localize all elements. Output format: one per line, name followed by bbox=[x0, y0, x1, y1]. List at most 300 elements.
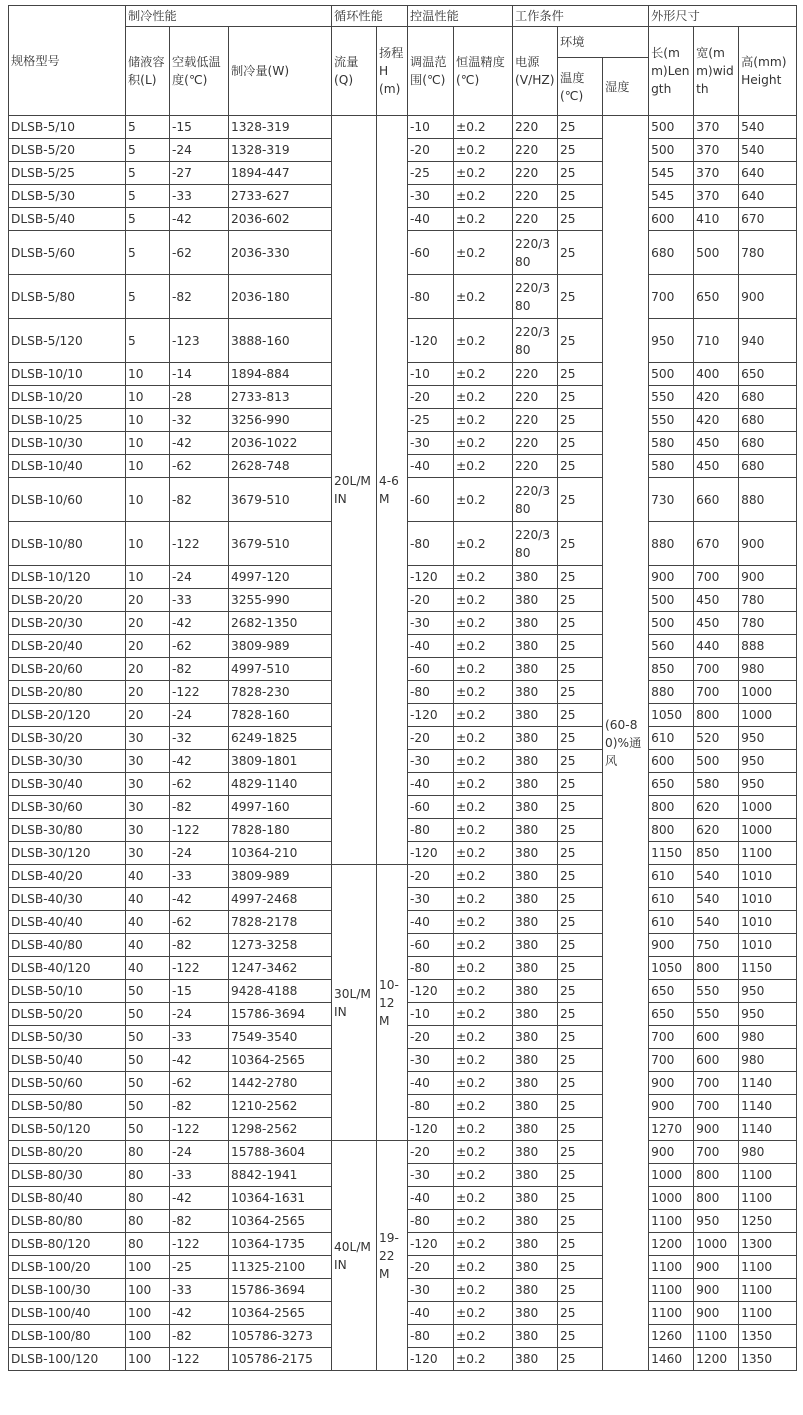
cell-model: DLSB-40/80 bbox=[9, 934, 126, 957]
cell-env-temp: 25 bbox=[558, 455, 603, 478]
cell-width: 1200 bbox=[694, 1348, 739, 1371]
cell-power: 220 bbox=[513, 363, 558, 386]
cell-cooling-capacity: 10364-210 bbox=[229, 842, 332, 865]
cell-length: 500 bbox=[649, 363, 694, 386]
cell-model: DLSB-5/20 bbox=[9, 139, 126, 162]
cell-temp-range: -120 bbox=[408, 1118, 454, 1141]
cell-temp-range: -20 bbox=[408, 139, 454, 162]
cell-cooling-capacity: 2036-602 bbox=[229, 208, 332, 231]
cell-width: 450 bbox=[694, 612, 739, 635]
cell-height: 1100 bbox=[739, 1279, 797, 1302]
cell-volume: 40 bbox=[126, 888, 170, 911]
cell-length: 1050 bbox=[649, 957, 694, 980]
cell-width: 650 bbox=[694, 275, 739, 319]
cell-cooling-capacity: 3679-510 bbox=[229, 522, 332, 566]
cell-min-temp: -82 bbox=[170, 1095, 229, 1118]
cell-cooling-capacity: 1894-447 bbox=[229, 162, 332, 185]
cell-length: 900 bbox=[649, 934, 694, 957]
cell-env-temp: 25 bbox=[558, 704, 603, 727]
cell-volume: 20 bbox=[126, 704, 170, 727]
cell-length: 1270 bbox=[649, 1118, 694, 1141]
cell-height: 888 bbox=[739, 635, 797, 658]
cell-min-temp: -15 bbox=[170, 116, 229, 139]
cell-height: 1010 bbox=[739, 865, 797, 888]
cell-temp-range: -20 bbox=[408, 589, 454, 612]
cell-model: DLSB-50/20 bbox=[9, 1003, 126, 1026]
cell-env-temp: 25 bbox=[558, 911, 603, 934]
cell-temp-range: -40 bbox=[408, 1072, 454, 1095]
cell-height: 950 bbox=[739, 773, 797, 796]
cell-model: DLSB-80/40 bbox=[9, 1187, 126, 1210]
cell-width: 550 bbox=[694, 1003, 739, 1026]
cell-min-temp: -122 bbox=[170, 522, 229, 566]
cell-power: 220/380 bbox=[513, 319, 558, 363]
cell-precision: ±0.2 bbox=[454, 231, 513, 275]
cell-length: 1100 bbox=[649, 1302, 694, 1325]
cell-length: 900 bbox=[649, 566, 694, 589]
cell-cooling-capacity: 3679-510 bbox=[229, 478, 332, 522]
cell-cooling-capacity: 7549-3540 bbox=[229, 1026, 332, 1049]
cell-temp-range: -30 bbox=[408, 185, 454, 208]
cell-cooling-capacity: 8842-1941 bbox=[229, 1164, 332, 1187]
cell-power: 220 bbox=[513, 455, 558, 478]
cell-volume: 40 bbox=[126, 957, 170, 980]
cell-model: DLSB-20/80 bbox=[9, 681, 126, 704]
cell-env-temp: 25 bbox=[558, 1279, 603, 1302]
cell-temp-range: -80 bbox=[408, 819, 454, 842]
table-row bbox=[9, 1141, 797, 1164]
cell-temp-range: -10 bbox=[408, 363, 454, 386]
cell-height: 1000 bbox=[739, 819, 797, 842]
cell-env-temp: 25 bbox=[558, 319, 603, 363]
cell-cooling-capacity: 1328-319 bbox=[229, 139, 332, 162]
cell-temp-range: -40 bbox=[408, 773, 454, 796]
cell-cooling-capacity: 2036-180 bbox=[229, 275, 332, 319]
cell-precision: ±0.2 bbox=[454, 957, 513, 980]
cell-precision: ±0.2 bbox=[454, 1141, 513, 1164]
cell-model: DLSB-30/80 bbox=[9, 819, 126, 842]
cell-min-temp: -62 bbox=[170, 773, 229, 796]
cell-volume: 30 bbox=[126, 819, 170, 842]
cell-min-temp: -24 bbox=[170, 139, 229, 162]
cell-model: DLSB-10/80 bbox=[9, 522, 126, 566]
cell-length: 850 bbox=[649, 658, 694, 681]
cell-temp-range: -30 bbox=[408, 1049, 454, 1072]
cell-height: 980 bbox=[739, 1026, 797, 1049]
cell-temp-range: -30 bbox=[408, 612, 454, 635]
header-min-temp: 空载低温度(℃) bbox=[170, 27, 229, 116]
cell-height: 940 bbox=[739, 319, 797, 363]
cell-env-temp: 25 bbox=[558, 681, 603, 704]
cell-volume: 30 bbox=[126, 842, 170, 865]
cell-cooling-capacity: 1210-2562 bbox=[229, 1095, 332, 1118]
header-power: 电源(V/HZ) bbox=[513, 27, 558, 116]
cell-model: DLSB-30/120 bbox=[9, 842, 126, 865]
cell-precision: ±0.2 bbox=[454, 363, 513, 386]
cell-min-temp: -62 bbox=[170, 635, 229, 658]
cell-model: DLSB-10/10 bbox=[9, 363, 126, 386]
cell-model: DLSB-50/80 bbox=[9, 1095, 126, 1118]
cell-height: 680 bbox=[739, 455, 797, 478]
cell-precision: ±0.2 bbox=[454, 865, 513, 888]
cell-power: 380 bbox=[513, 1072, 558, 1095]
cell-height: 540 bbox=[739, 139, 797, 162]
cell-env-temp: 25 bbox=[558, 957, 603, 980]
cell-env-temp: 25 bbox=[558, 589, 603, 612]
cell-min-temp: -24 bbox=[170, 1141, 229, 1164]
cell-temp-range: -25 bbox=[408, 409, 454, 432]
cell-env-temp: 25 bbox=[558, 1003, 603, 1026]
cell-env-temp: 25 bbox=[558, 796, 603, 819]
header-flow: 流量(Q) bbox=[332, 27, 377, 116]
cell-power: 380 bbox=[513, 1210, 558, 1233]
cell-env-temp: 25 bbox=[558, 116, 603, 139]
header-temp-control: 控温性能 bbox=[408, 6, 513, 27]
cell-length: 1260 bbox=[649, 1325, 694, 1348]
cell-precision: ±0.2 bbox=[454, 1325, 513, 1348]
cell-env-temp: 25 bbox=[558, 275, 603, 319]
cell-temp-range: -120 bbox=[408, 1233, 454, 1256]
cell-length: 880 bbox=[649, 522, 694, 566]
cell-height: 640 bbox=[739, 162, 797, 185]
cell-precision: ±0.2 bbox=[454, 819, 513, 842]
cell-flow: 30L/MIN bbox=[332, 865, 377, 1141]
cell-cooling-capacity: 15786-3694 bbox=[229, 1003, 332, 1026]
cell-height: 680 bbox=[739, 432, 797, 455]
cell-precision: ±0.2 bbox=[454, 1302, 513, 1325]
cell-power: 220 bbox=[513, 139, 558, 162]
cell-width: 440 bbox=[694, 635, 739, 658]
cell-env-temp: 25 bbox=[558, 888, 603, 911]
header-length: 长(mm)Length bbox=[649, 27, 694, 116]
cell-height: 540 bbox=[739, 116, 797, 139]
cell-model: DLSB-10/60 bbox=[9, 478, 126, 522]
cell-min-temp: -24 bbox=[170, 842, 229, 865]
cell-min-temp: -62 bbox=[170, 911, 229, 934]
cell-model: DLSB-50/30 bbox=[9, 1026, 126, 1049]
cell-model: DLSB-80/20 bbox=[9, 1141, 126, 1164]
cell-width: 620 bbox=[694, 819, 739, 842]
cell-power: 380 bbox=[513, 888, 558, 911]
cell-model: DLSB-20/120 bbox=[9, 704, 126, 727]
cell-height: 1100 bbox=[739, 1302, 797, 1325]
cell-precision: ±0.2 bbox=[454, 980, 513, 1003]
spec-table bbox=[8, 5, 797, 1371]
cell-min-temp: -14 bbox=[170, 363, 229, 386]
cell-cooling-capacity: 7828-180 bbox=[229, 819, 332, 842]
cell-precision: ±0.2 bbox=[454, 1348, 513, 1371]
cell-cooling-capacity: 4829-1140 bbox=[229, 773, 332, 796]
cell-power: 380 bbox=[513, 1026, 558, 1049]
cell-height: 780 bbox=[739, 231, 797, 275]
cell-volume: 10 bbox=[126, 409, 170, 432]
cell-precision: ±0.2 bbox=[454, 796, 513, 819]
header-tank-volume: 储液容积(L) bbox=[126, 27, 170, 116]
header-circulation: 循环性能 bbox=[332, 6, 408, 27]
cell-height: 1350 bbox=[739, 1325, 797, 1348]
cell-height: 1010 bbox=[739, 934, 797, 957]
cell-min-temp: -123 bbox=[170, 319, 229, 363]
cell-length: 610 bbox=[649, 888, 694, 911]
cell-model: DLSB-80/120 bbox=[9, 1233, 126, 1256]
cell-height: 1000 bbox=[739, 796, 797, 819]
cell-cooling-capacity: 1442-2780 bbox=[229, 1072, 332, 1095]
cell-cooling-capacity: 105786-3273 bbox=[229, 1325, 332, 1348]
cell-length: 700 bbox=[649, 275, 694, 319]
cell-temp-range: -20 bbox=[408, 1141, 454, 1164]
cell-min-temp: -42 bbox=[170, 750, 229, 773]
cell-volume: 30 bbox=[126, 727, 170, 750]
cell-volume: 100 bbox=[126, 1279, 170, 1302]
cell-cooling-capacity: 2628-748 bbox=[229, 455, 332, 478]
cell-temp-range: -40 bbox=[408, 1302, 454, 1325]
cell-length: 610 bbox=[649, 911, 694, 934]
cell-env-temp: 25 bbox=[558, 1210, 603, 1233]
cell-height: 1100 bbox=[739, 1187, 797, 1210]
cell-env-temp: 25 bbox=[558, 162, 603, 185]
cell-temp-range: -40 bbox=[408, 208, 454, 231]
cell-width: 850 bbox=[694, 842, 739, 865]
cell-precision: ±0.2 bbox=[454, 409, 513, 432]
cell-width: 600 bbox=[694, 1026, 739, 1049]
cell-volume: 5 bbox=[126, 185, 170, 208]
cell-env-temp: 25 bbox=[558, 635, 603, 658]
header-humidity: 湿度 bbox=[603, 58, 649, 116]
cell-length: 650 bbox=[649, 773, 694, 796]
cell-volume: 30 bbox=[126, 773, 170, 796]
header-model: 规格型号 bbox=[9, 6, 126, 116]
cell-length: 600 bbox=[649, 208, 694, 231]
cell-power: 380 bbox=[513, 566, 558, 589]
cell-env-temp: 25 bbox=[558, 750, 603, 773]
cell-width: 450 bbox=[694, 432, 739, 455]
cell-cooling-capacity: 1894-884 bbox=[229, 363, 332, 386]
cell-height: 950 bbox=[739, 1003, 797, 1026]
cell-env-temp: 25 bbox=[558, 1233, 603, 1256]
cell-volume: 80 bbox=[126, 1187, 170, 1210]
cell-width: 500 bbox=[694, 231, 739, 275]
cell-cooling-capacity: 4997-2468 bbox=[229, 888, 332, 911]
cell-temp-range: -120 bbox=[408, 842, 454, 865]
cell-head: 19-22M bbox=[377, 1141, 408, 1371]
cell-volume: 10 bbox=[126, 432, 170, 455]
cell-height: 1100 bbox=[739, 1164, 797, 1187]
cell-length: 550 bbox=[649, 386, 694, 409]
cell-width: 700 bbox=[694, 1141, 739, 1164]
cell-env-temp: 25 bbox=[558, 432, 603, 455]
cell-height: 1350 bbox=[739, 1348, 797, 1371]
cell-width: 700 bbox=[694, 658, 739, 681]
cell-model: DLSB-5/25 bbox=[9, 162, 126, 185]
cell-width: 950 bbox=[694, 1210, 739, 1233]
cell-cooling-capacity: 10364-1631 bbox=[229, 1187, 332, 1210]
cell-temp-range: -60 bbox=[408, 478, 454, 522]
cell-power: 380 bbox=[513, 911, 558, 934]
cell-length: 900 bbox=[649, 1141, 694, 1164]
cell-width: 370 bbox=[694, 162, 739, 185]
cell-cooling-capacity: 15786-3694 bbox=[229, 1279, 332, 1302]
cell-model: DLSB-20/40 bbox=[9, 635, 126, 658]
cell-precision: ±0.2 bbox=[454, 589, 513, 612]
cell-model: DLSB-30/40 bbox=[9, 773, 126, 796]
cell-volume: 10 bbox=[126, 455, 170, 478]
cell-temp-range: -40 bbox=[408, 1187, 454, 1210]
cell-flow: 20L/MIN bbox=[332, 116, 377, 865]
cell-cooling-capacity: 10364-2565 bbox=[229, 1302, 332, 1325]
cell-length: 610 bbox=[649, 865, 694, 888]
header-cooling-capacity: 制冷量(W) bbox=[229, 27, 332, 116]
cell-model: DLSB-40/120 bbox=[9, 957, 126, 980]
cell-length: 545 bbox=[649, 185, 694, 208]
cell-height: 900 bbox=[739, 522, 797, 566]
cell-height: 980 bbox=[739, 1141, 797, 1164]
cell-temp-range: -30 bbox=[408, 888, 454, 911]
cell-length: 1000 bbox=[649, 1164, 694, 1187]
cell-height: 1100 bbox=[739, 842, 797, 865]
cell-width: 700 bbox=[694, 566, 739, 589]
cell-volume: 50 bbox=[126, 1003, 170, 1026]
cell-power: 380 bbox=[513, 1302, 558, 1325]
cell-height: 1250 bbox=[739, 1210, 797, 1233]
header-head: 扬程H(m) bbox=[377, 27, 408, 116]
cell-height: 1000 bbox=[739, 681, 797, 704]
cell-temp-range: -20 bbox=[408, 386, 454, 409]
cell-min-temp: -42 bbox=[170, 612, 229, 635]
cell-power: 220 bbox=[513, 409, 558, 432]
cell-env-temp: 25 bbox=[558, 1026, 603, 1049]
cell-length: 1100 bbox=[649, 1279, 694, 1302]
cell-precision: ±0.2 bbox=[454, 1256, 513, 1279]
cell-temp-range: -80 bbox=[408, 275, 454, 319]
cell-volume: 30 bbox=[126, 750, 170, 773]
cell-precision: ±0.2 bbox=[454, 1279, 513, 1302]
header-environment: 环境 bbox=[558, 27, 649, 58]
cell-temp-range: -60 bbox=[408, 934, 454, 957]
cell-temp-range: -60 bbox=[408, 658, 454, 681]
cell-width: 420 bbox=[694, 409, 739, 432]
cell-volume: 5 bbox=[126, 139, 170, 162]
cell-width: 600 bbox=[694, 1049, 739, 1072]
cell-width: 400 bbox=[694, 363, 739, 386]
cell-model: DLSB-10/30 bbox=[9, 432, 126, 455]
cell-precision: ±0.2 bbox=[454, 522, 513, 566]
cell-width: 550 bbox=[694, 980, 739, 1003]
cell-width: 370 bbox=[694, 139, 739, 162]
cell-length: 580 bbox=[649, 432, 694, 455]
cell-env-temp: 25 bbox=[558, 1348, 603, 1371]
cell-width: 540 bbox=[694, 888, 739, 911]
cell-power: 380 bbox=[513, 934, 558, 957]
cell-power: 380 bbox=[513, 1164, 558, 1187]
cell-cooling-capacity: 10364-2565 bbox=[229, 1049, 332, 1072]
cell-power: 220 bbox=[513, 208, 558, 231]
cell-precision: ±0.2 bbox=[454, 1049, 513, 1072]
cell-model: DLSB-20/30 bbox=[9, 612, 126, 635]
cell-humidity: (60-80)%通风 bbox=[603, 116, 649, 1371]
cell-power: 220 bbox=[513, 162, 558, 185]
cell-length: 1100 bbox=[649, 1256, 694, 1279]
cell-length: 680 bbox=[649, 231, 694, 275]
cell-power: 380 bbox=[513, 1141, 558, 1164]
cell-temp-range: -120 bbox=[408, 566, 454, 589]
cell-height: 780 bbox=[739, 589, 797, 612]
cell-temp-range: -120 bbox=[408, 319, 454, 363]
cell-temp-range: -80 bbox=[408, 957, 454, 980]
cell-min-temp: -24 bbox=[170, 704, 229, 727]
cell-min-temp: -15 bbox=[170, 980, 229, 1003]
cell-width: 900 bbox=[694, 1302, 739, 1325]
cell-cooling-capacity: 2733-627 bbox=[229, 185, 332, 208]
cell-env-temp: 25 bbox=[558, 566, 603, 589]
cell-flow: 40L/MIN bbox=[332, 1141, 377, 1371]
cell-precision: ±0.2 bbox=[454, 704, 513, 727]
cell-volume: 100 bbox=[126, 1302, 170, 1325]
cell-model: DLSB-10/20 bbox=[9, 386, 126, 409]
cell-env-temp: 25 bbox=[558, 478, 603, 522]
cell-power: 220 bbox=[513, 185, 558, 208]
cell-temp-range: -20 bbox=[408, 865, 454, 888]
cell-cooling-capacity: 3809-989 bbox=[229, 865, 332, 888]
cell-power: 220 bbox=[513, 386, 558, 409]
cell-power: 380 bbox=[513, 773, 558, 796]
cell-length: 800 bbox=[649, 796, 694, 819]
cell-width: 900 bbox=[694, 1118, 739, 1141]
cell-power: 220/380 bbox=[513, 522, 558, 566]
cell-cooling-capacity: 15788-3604 bbox=[229, 1141, 332, 1164]
cell-cooling-capacity: 7828-230 bbox=[229, 681, 332, 704]
cell-cooling-capacity: 10364-1735 bbox=[229, 1233, 332, 1256]
cell-height: 980 bbox=[739, 658, 797, 681]
cell-env-temp: 25 bbox=[558, 185, 603, 208]
cell-length: 650 bbox=[649, 980, 694, 1003]
cell-precision: ±0.2 bbox=[454, 566, 513, 589]
cell-volume: 5 bbox=[126, 162, 170, 185]
cell-env-temp: 25 bbox=[558, 1325, 603, 1348]
cell-length: 1100 bbox=[649, 1210, 694, 1233]
cell-precision: ±0.2 bbox=[454, 162, 513, 185]
cell-precision: ±0.2 bbox=[454, 208, 513, 231]
cell-model: DLSB-100/30 bbox=[9, 1279, 126, 1302]
cell-model: DLSB-50/40 bbox=[9, 1049, 126, 1072]
cell-volume: 10 bbox=[126, 566, 170, 589]
cell-min-temp: -42 bbox=[170, 208, 229, 231]
cell-length: 500 bbox=[649, 139, 694, 162]
cell-precision: ±0.2 bbox=[454, 185, 513, 208]
cell-temp-range: -40 bbox=[408, 911, 454, 934]
cell-min-temp: -42 bbox=[170, 432, 229, 455]
cell-height: 1010 bbox=[739, 911, 797, 934]
cell-volume: 40 bbox=[126, 934, 170, 957]
cell-min-temp: -82 bbox=[170, 1210, 229, 1233]
cell-volume: 5 bbox=[126, 208, 170, 231]
header-width: 宽(mm)width bbox=[694, 27, 739, 116]
cell-height: 650 bbox=[739, 363, 797, 386]
cell-volume: 10 bbox=[126, 386, 170, 409]
cell-temp-range: -60 bbox=[408, 796, 454, 819]
cell-length: 1150 bbox=[649, 842, 694, 865]
header-env-temp: 温度(℃) bbox=[558, 58, 603, 116]
cell-width: 580 bbox=[694, 773, 739, 796]
cell-cooling-capacity: 3809-1801 bbox=[229, 750, 332, 773]
cell-volume: 10 bbox=[126, 478, 170, 522]
cell-precision: ±0.2 bbox=[454, 319, 513, 363]
cell-power: 220/380 bbox=[513, 478, 558, 522]
cell-min-temp: -24 bbox=[170, 1003, 229, 1026]
cell-width: 800 bbox=[694, 1164, 739, 1187]
cell-env-temp: 25 bbox=[558, 773, 603, 796]
cell-length: 610 bbox=[649, 727, 694, 750]
cell-cooling-capacity: 4997-160 bbox=[229, 796, 332, 819]
